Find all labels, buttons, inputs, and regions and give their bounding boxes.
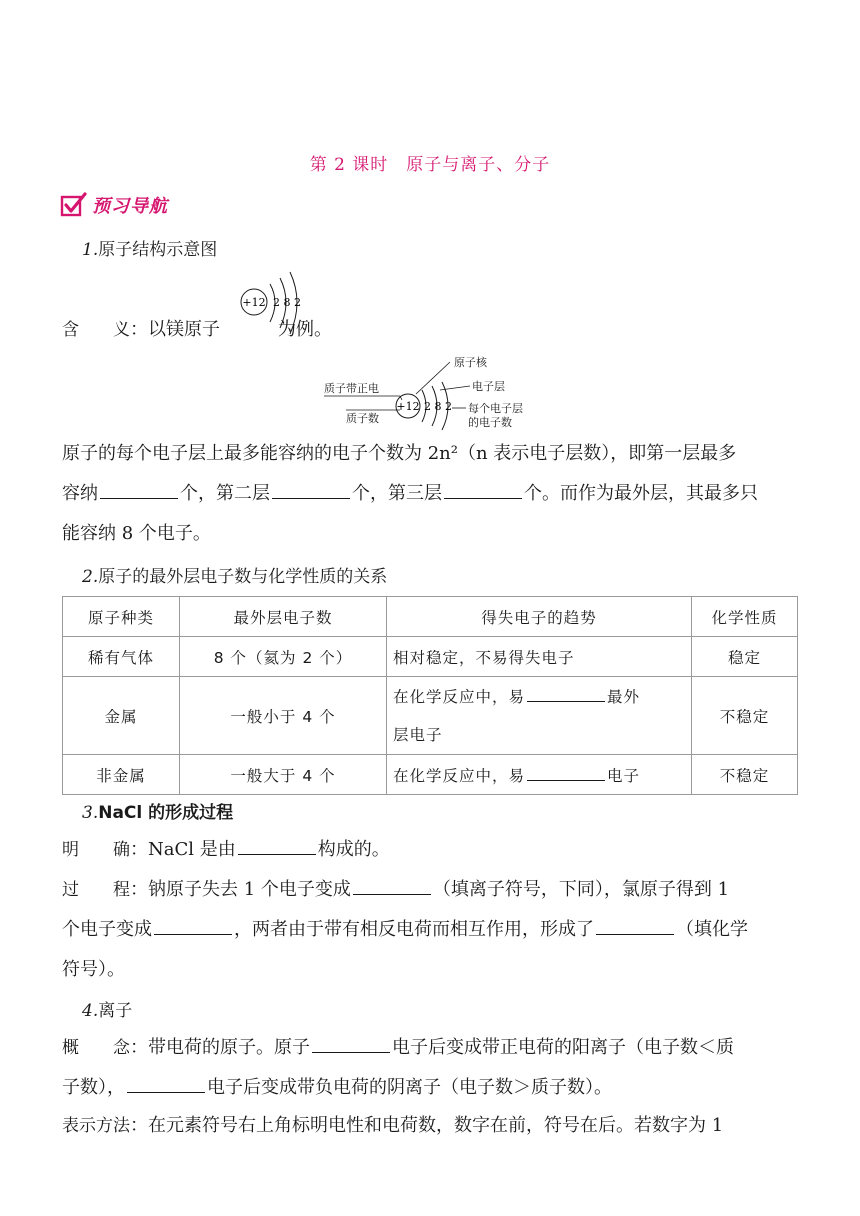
header-cell: 最外层电子数: [180, 597, 387, 637]
answer-blank[interactable]: [353, 878, 431, 895]
nucleus-label: 原子核: [454, 356, 487, 369]
per-shell-label-1: 每个电子层: [468, 402, 523, 415]
header-cell: 得失电子的趋势: [387, 597, 692, 637]
text-span: 最外: [607, 687, 641, 706]
text-span: 电子后变成带正电荷的阳离子（电子数＜质: [392, 1037, 734, 1058]
process-line-3: 符号）。: [62, 959, 125, 980]
answer-blank[interactable]: [312, 1036, 390, 1053]
table-cell: 一般小于 4 个: [180, 677, 387, 755]
section-1-heading: [82, 235, 217, 260]
text-span: ：钠原子失去 1 个电子变成: [130, 879, 351, 900]
answer-blank[interactable]: [238, 838, 316, 855]
text-span: ：NaCl 是由: [130, 839, 236, 860]
section-title: 原子结构示意图: [98, 240, 218, 260]
table-cell: 一般大于 4 个: [180, 755, 387, 795]
paragraph-line-3: 能容纳 8 个电子。: [62, 523, 211, 544]
method-label: 表示方法: [62, 1116, 130, 1136]
table-row: [63, 637, 798, 677]
atom-structure-annotated-diagram: [320, 350, 550, 434]
section-number: 4.: [82, 1001, 99, 1021]
annotated-nucleus-text: +12: [396, 400, 420, 413]
table-cell: [387, 755, 692, 795]
lesson-title: 第 2 课时 原子与离子、分子: [309, 155, 551, 175]
answer-blank[interactable]: [444, 482, 522, 499]
table-cell: 不稳定: [692, 677, 798, 755]
clear-line: [62, 838, 390, 862]
concept-line-2: [62, 1076, 612, 1100]
process-label: 过 程: [62, 880, 130, 900]
section-title: NaCl 的形成过程: [98, 803, 234, 823]
text-span: （填离子符号，下同），氯原子得到 1: [432, 879, 730, 900]
mg-shells-text: 2 8 2: [273, 296, 301, 309]
text-span: （填化学: [676, 919, 748, 940]
table-row: [63, 755, 798, 795]
section-number: 1.: [82, 240, 99, 260]
section-number: 2.: [82, 567, 99, 587]
text-span: 在化学反应中，易: [393, 766, 526, 785]
process-line-1: [62, 878, 729, 902]
text-span: 个，第三层: [352, 483, 442, 504]
table-cell: [387, 677, 692, 755]
meaning-label: 含 义: [62, 320, 130, 340]
table-cell: 8 个（氦为 2 个）: [180, 637, 387, 677]
header-cell: 化学性质: [692, 597, 798, 637]
text-span: 层电子: [393, 725, 443, 744]
answer-blank[interactable]: [272, 482, 350, 499]
section-number: 3.: [82, 803, 99, 823]
header-cell: 原子种类: [63, 597, 180, 637]
text-span: 电子: [607, 766, 641, 785]
text-span: 电子后变成带负电荷的阴离子（电子数＞质子数）。: [207, 1077, 612, 1098]
table-cell: 相对稳定，不易得失电子: [387, 637, 692, 677]
process-line-2: [62, 918, 748, 942]
mg-nucleus-text: +12: [242, 296, 266, 309]
table-cell: 非金属: [63, 755, 180, 795]
table-cell: 稀有气体: [63, 637, 180, 677]
text-span: ：带电荷的原子。原子: [130, 1037, 310, 1058]
table-row: [63, 677, 798, 755]
concept-line-1: [62, 1036, 734, 1060]
table-header-row: [63, 597, 798, 637]
table-cell: 金属: [63, 677, 180, 755]
shell-label: 电子层: [472, 380, 505, 393]
per-shell-label-2: 的电子数: [468, 416, 512, 429]
section-4-heading: [82, 996, 132, 1021]
text-span: ，两者由于带有相反电荷而相互作用，形成了: [234, 919, 594, 940]
answer-blank[interactable]: [527, 685, 605, 702]
paragraph-line-1: 原子的每个电子层上最多能容纳的电子个数为 2n²（n 表示电子层数），即第一层最多: [62, 443, 737, 464]
text-span: 构成的。: [317, 839, 390, 860]
text-span: 个，第二层: [180, 483, 270, 504]
preview-badge: [60, 190, 168, 220]
annotated-shells-text: 2 8 2: [424, 400, 452, 413]
text-span: 个。而作为最外层，其最多只: [524, 483, 758, 504]
checkbox-icon: [60, 192, 88, 218]
answer-blank[interactable]: [100, 482, 178, 499]
proton-charge-label: 质子带正电: [324, 382, 379, 395]
text-span: 子数），: [62, 1077, 125, 1098]
concept-label: 概 念: [62, 1038, 130, 1058]
clear-label: 明 确: [62, 840, 130, 860]
meaning-line: [62, 318, 332, 342]
table-cell: 不稳定: [692, 755, 798, 795]
badge-label: 预习导航: [92, 196, 168, 217]
meaning-text-a: ：以镁原子: [130, 319, 220, 340]
method-line: [62, 1114, 723, 1138]
text-span: ：在元素符号右上角标明电性和电荷数，数字在前，符号在后。若数字为 1: [130, 1115, 724, 1136]
answer-blank[interactable]: [154, 918, 232, 935]
answer-blank[interactable]: [596, 918, 674, 935]
answer-blank[interactable]: [527, 764, 605, 781]
section-3-heading: [82, 798, 233, 823]
paragraph-line-2: [62, 482, 758, 506]
electron-property-table: [62, 596, 798, 795]
section-title: 原子的最外层电子数与化学性质的关系: [98, 567, 388, 587]
text-span: 个电子变成: [62, 919, 152, 940]
text-span: 在化学反应中，易: [393, 687, 526, 706]
proton-number-label: 质子数: [346, 412, 379, 425]
table-cell: 稳定: [692, 637, 798, 677]
meaning-text-b: 为例。: [278, 319, 332, 340]
text-span: 容纳: [62, 483, 98, 504]
section-2-heading: [82, 562, 387, 587]
section-title: 离子: [98, 1001, 133, 1021]
answer-blank[interactable]: [127, 1076, 205, 1093]
